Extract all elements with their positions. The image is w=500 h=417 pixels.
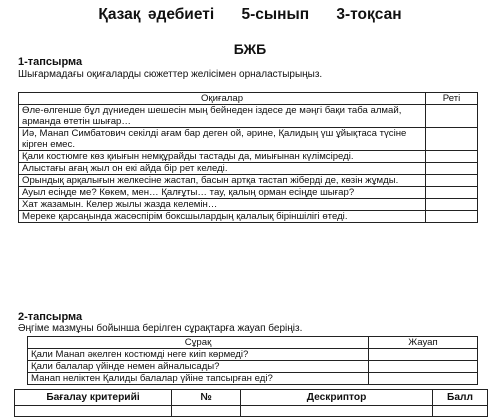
order-cell[interactable] bbox=[426, 175, 478, 187]
col-points-header: Балл bbox=[433, 390, 488, 406]
order-cell[interactable] bbox=[426, 128, 478, 151]
event-cell: Хат жазамын. Келер жылы жазда келемін… bbox=[19, 199, 426, 211]
table-row bbox=[19, 211, 478, 223]
question-cell: Қали балалар үйінде немен айналысады? bbox=[28, 361, 369, 373]
col-events-header: Оқиғалар bbox=[19, 93, 426, 105]
col-criteria-header: Бағалау критерийі bbox=[15, 390, 172, 406]
table-row bbox=[19, 199, 478, 211]
order-cell[interactable] bbox=[426, 199, 478, 211]
event-cell: Қали костюмге көз қиығын немқұрайды тастады да, миығынан күлімсіреді. bbox=[19, 151, 426, 163]
task2-instruction: Әңгіме мазмұны бойынша берілген сұрақтарға жауап беріңіз. bbox=[18, 323, 303, 334]
task1-title: 1-тапсырма bbox=[18, 56, 83, 68]
event-cell: Мереке қарсаңында жасөспірім боксшылардың қалалық біріншілігі өтеді. bbox=[19, 211, 426, 223]
col-number-header: № bbox=[172, 390, 241, 406]
table-row bbox=[28, 373, 478, 385]
event-cell: Ауыл есіңде ме? Көкем, мен… Қалғұты… тау, қалың орман есіңде шығар? bbox=[19, 187, 426, 199]
answer-cell[interactable] bbox=[369, 349, 478, 361]
grade-label: 5-сынып bbox=[241, 6, 310, 23]
table-row bbox=[19, 163, 478, 175]
order-cell[interactable] bbox=[426, 163, 478, 175]
question-cell: Қали Манап әкелген костюмді неге киіп көрмеді? bbox=[28, 349, 369, 361]
worksheet-header bbox=[0, 6, 500, 24]
task2-table bbox=[27, 336, 478, 385]
subject-title: Қазақ әдебиеті bbox=[98, 6, 215, 23]
answer-cell[interactable] bbox=[369, 373, 478, 385]
table-row bbox=[19, 187, 478, 199]
table-row bbox=[19, 105, 478, 128]
rubric-table bbox=[14, 389, 488, 417]
order-cell[interactable] bbox=[426, 187, 478, 199]
event-cell: Орындық арқалығын желкесіне жастап, басын артқа тастап жіберді де, көзін жұмды. bbox=[19, 175, 426, 187]
task2-title: 2-тапсырма bbox=[18, 311, 83, 323]
quarter-label: 3-тоқсан bbox=[336, 6, 402, 23]
col-descriptor-header: Дескриптор bbox=[241, 390, 433, 406]
event-cell: Иә, Манап Симбатович секілді ағам бар деген ой, әрине, Қалидың үш ұйықтаса түсіне кірген емес. bbox=[19, 128, 426, 151]
table-row bbox=[15, 406, 488, 417]
task1-instruction: Шығармадағы оқиғаларды сюжеттер желісімен орналастырыңыз. bbox=[18, 69, 323, 80]
event-cell: Өле-өлгенше бұл дүниеден шешесін мың бейнеден іздесе де мәңгі бақи таба алмай, армандa өтетін шығар… bbox=[19, 105, 426, 128]
order-cell[interactable] bbox=[426, 211, 478, 223]
order-cell[interactable] bbox=[426, 151, 478, 163]
col-question-header: Сұрақ bbox=[28, 337, 369, 349]
table-row bbox=[28, 349, 478, 361]
col-answer-header: Жауап bbox=[369, 337, 478, 349]
answer-cell[interactable] bbox=[369, 361, 478, 373]
task1-table bbox=[18, 92, 478, 223]
question-cell: Манап неліктен Қалиды балалар үйіне тапсырған еді? bbox=[28, 373, 369, 385]
event-cell: Алыстағы ағаң жыл он екі айда бір рет келеді. bbox=[19, 163, 426, 175]
col-order-header: Реті bbox=[426, 93, 478, 105]
order-cell[interactable] bbox=[426, 105, 478, 128]
table-row bbox=[19, 128, 478, 151]
table-row bbox=[19, 151, 478, 163]
table-row bbox=[19, 175, 478, 187]
assessment-title: БЖБ bbox=[233, 41, 267, 57]
table-row bbox=[28, 361, 478, 373]
